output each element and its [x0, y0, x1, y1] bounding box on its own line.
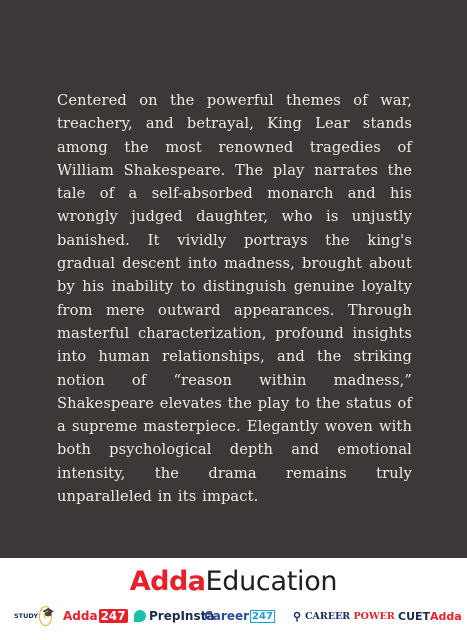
career247-logo [204, 602, 275, 630]
prepinsta-mark-icon [134, 610, 146, 622]
career-power-logo [293, 602, 395, 630]
cuet-word: CUET [398, 609, 431, 623]
adda-education-logo [0, 564, 467, 600]
prepinsta-name: PrepInsta [149, 609, 215, 623]
career247-name: Career [204, 609, 250, 623]
prepinsta-logo [134, 602, 214, 630]
publisher-footer [0, 558, 467, 640]
career247-number: 247 [252, 610, 273, 622]
study-iq-label: STUDY [14, 611, 39, 620]
study-iq-logo [14, 602, 55, 630]
career-power-word2: POWER [353, 610, 395, 622]
partner-logos [0, 602, 467, 632]
adda247-logo [63, 602, 128, 630]
graduation-cap-icon: 🎓 [39, 606, 52, 626]
book-description: Centered on the powerful themes of war, treachery, and betrayal, King Lear stands among the most renowned tragedies of William Shakespeare. The play narrates the tale of a self-absorbed monarch and his wrongly judged daughter, who is unjustly banished. It vividly portrays the king's gradual descent into madness, brought about by his inability to distinguish genuine loyalty from mere outward appearances. Through masterful characterization, profound insights into human relationships, and the striking notion of “reason within madness,” Shakespeare elevates the play to the status of a supreme masterpiece. Elegantly woven with both psychological depth and emotional intensity, the drama remains truly unparalleled in its impact. [57, 92, 413, 506]
brand-education: Education [205, 566, 338, 597]
cuet-adda-logo [398, 602, 462, 630]
brand-adda: Adda [129, 566, 206, 597]
adda247-name: Adda [63, 609, 98, 623]
adda247-number: 247 [100, 609, 126, 623]
career-power-word1: CAREER [305, 610, 351, 622]
cuet-adda-word: Adda [430, 609, 462, 623]
torch-icon: ⚲ [293, 610, 302, 623]
